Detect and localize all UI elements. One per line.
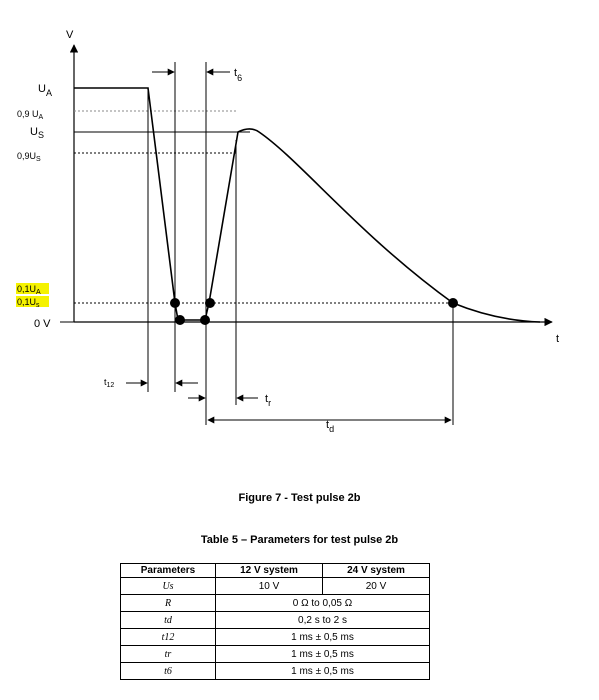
table-row	[121, 595, 430, 612]
label-0-1ua: $0,1U_A$	[17, 284, 41, 296]
param-value: 1 ms ± 0,5 ms	[216, 646, 430, 663]
param-symbol: t12	[121, 629, 216, 646]
table-row	[121, 646, 430, 663]
marker-rise-zero	[200, 315, 210, 325]
figure-caption: Figure 7 - Test pulse 2b	[238, 492, 361, 504]
label-0-9us: $0,9U_S$	[17, 151, 41, 163]
label-td: $t_d$	[326, 419, 335, 434]
label-ua: $U_A$	[38, 83, 52, 98]
table-row	[121, 629, 430, 646]
label-tr: $t_r$	[265, 393, 272, 408]
header-parameters: Parameters	[121, 564, 216, 578]
param-value: 0 Ω to 0,05 Ω	[216, 595, 430, 612]
label-0-1us: $0,1U_s$	[17, 297, 40, 309]
param-value-24v: 20 V	[323, 578, 430, 595]
param-value: 1 ms ± 0,5 ms	[216, 629, 430, 646]
table-row	[121, 612, 430, 629]
param-symbol: td	[121, 612, 216, 629]
table-caption: Table 5 – Parameters for test pulse 2b	[200, 534, 399, 546]
param-value: 1 ms ± 0,5 ms	[216, 663, 430, 680]
marker-fall-zero	[175, 315, 185, 325]
label-t12: $t_{12}$	[104, 377, 115, 389]
label-us: $U_S$	[30, 126, 44, 140]
table-header-row	[121, 564, 430, 578]
param-symbol: Us	[121, 578, 216, 595]
param-symbol: R	[121, 595, 216, 612]
header-24v: 24 V system	[323, 564, 430, 578]
header-12v: 12 V system	[216, 564, 323, 578]
table-row	[121, 578, 430, 595]
label-0v: 0 V	[34, 318, 51, 330]
label-0-9ua: 0,9 $U_A$	[17, 109, 44, 121]
param-symbol: t6	[121, 663, 216, 680]
param-symbol: tr	[121, 646, 216, 663]
x-axis-label: t	[556, 333, 560, 345]
pulse-waveform	[74, 88, 540, 322]
y-axis-label: V	[66, 29, 74, 41]
param-value-12v: 10 V	[216, 578, 323, 595]
parameters-table	[120, 563, 430, 680]
label-t6: $t_6$	[234, 67, 243, 83]
param-value: 0,2 s to 2 s	[216, 612, 430, 629]
table-row	[121, 663, 430, 680]
